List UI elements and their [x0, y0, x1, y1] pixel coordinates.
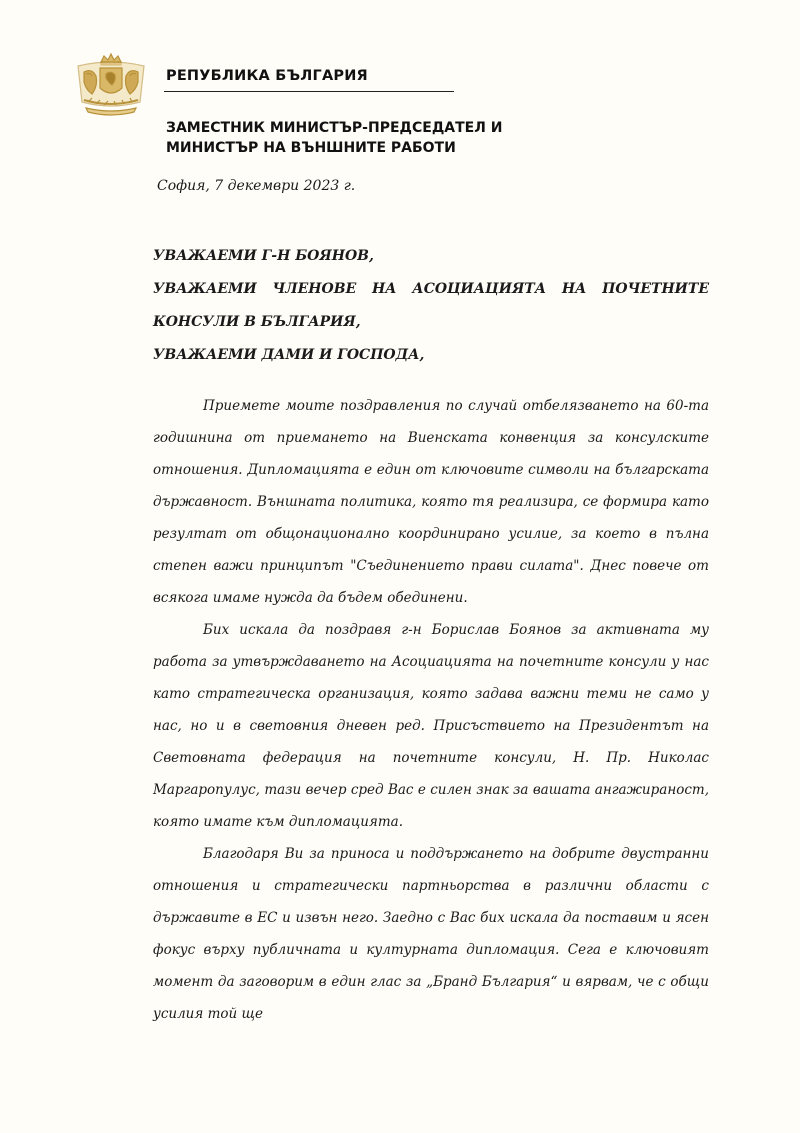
office-title-line-2: МИНИСТЪР НА ВЪНШНИТЕ РАБОТИ	[166, 140, 456, 156]
salutation-3: УВАЖАЕМИ ДАМИ И ГОСПОДА,	[153, 347, 425, 363]
office-title	[166, 118, 502, 158]
republic-heading: РЕПУБЛИКА БЪЛГАРИЯ	[166, 68, 368, 84]
paragraph-3: Благодаря Ви за приноса и поддържането на добрите двустранни отношения и стратегически партньорства в различни области с държавите в ЕС и извън него. Заедно с Вас бих искала да поставим и ясен фокус върху публичната и културната дипломация. Сега е ключовият момент да заговорим в един глас за „Бранд България“ и вярвам, че с общи усилия той ще	[153, 846, 709, 1022]
header-divider	[164, 91, 454, 92]
salutation-1: УВАЖАЕМИ Г-Н БОЯНОВ,	[153, 248, 374, 264]
salutations	[153, 240, 709, 372]
dateline: София, 7 декември 2023 г.	[157, 178, 356, 194]
letter-body	[153, 390, 709, 1030]
salutation-2: УВАЖАЕМИ ЧЛЕНОВЕ НА АСОЦИАЦИЯТА НА ПОЧЕТНИТЕ КОНСУЛИ В БЪЛГАРИЯ,	[153, 281, 709, 330]
office-title-line-1: ЗАМЕСТНИК МИНИСТЪР-ПРЕДСЕДАТЕЛ И	[166, 120, 503, 136]
paragraph-1: Приемете моите поздравления по случай отбелязването на 60-та годишнина от приемането на Виенската конвенция за консулските отношения. Дипломацията е един от ключовите символи на българската държавност. Външната политика, която тя реализира, се формира като резултат от общонационално координирано усилие, за което в пълна степен важи принципът "Съединението прави силата". Днес повече от всякога имаме нужда да бъдем обединени.	[153, 398, 709, 606]
bulgarian-coat-of-arms-icon	[70, 52, 152, 116]
paragraph-2: Бих искала да поздравя г-н Борислав Боянов за активната му работа за утвърждаването на Асоциацията на почетните консули у нас като стратегическа организация, която задава важни теми не само у нас, но и в световния дневен ред. Присъствието на Президентът на Световната федерация на почетните консули, Н. Пр. Николас Маргаропулус, тази вечер сред Вас е силен знак за вашата ангажираност, която имате към дипломацията.	[153, 622, 709, 830]
